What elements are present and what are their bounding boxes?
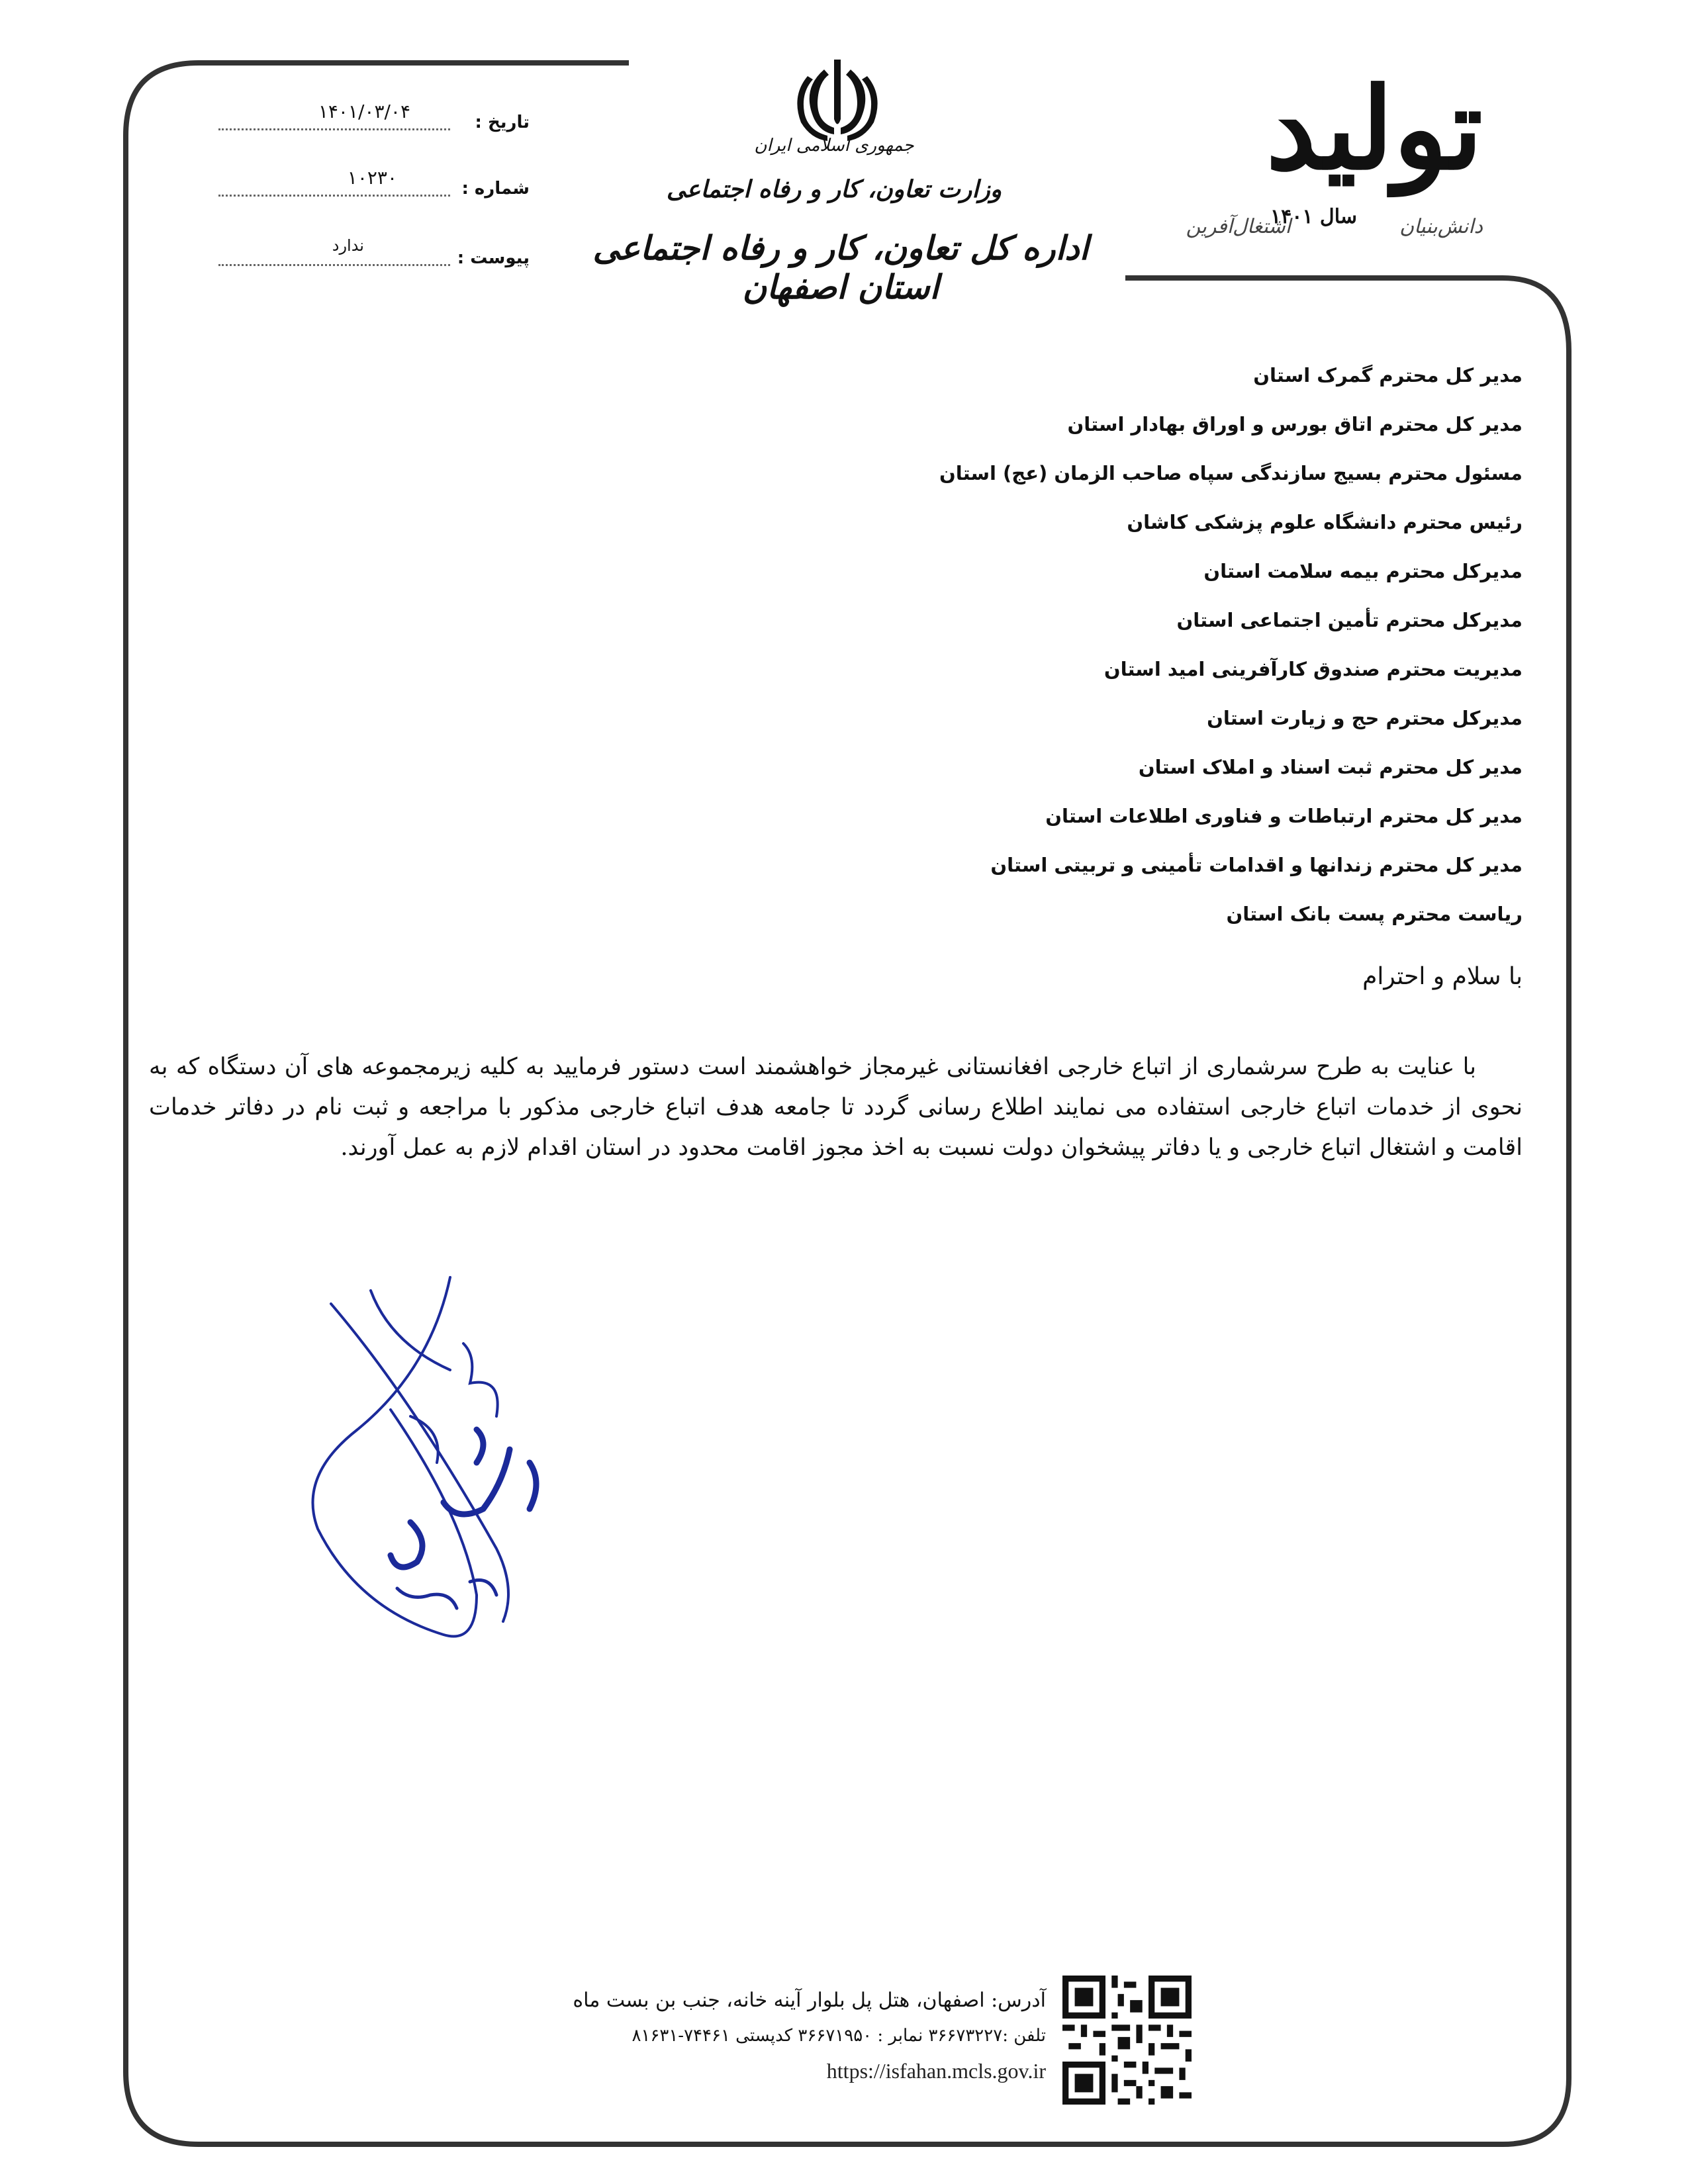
recipient: مدیر کل محترم ارتباطات و فناوری اطلاعات استان [1045,805,1523,827]
slogan-year: سال ۱۴۰۱ [1270,205,1357,228]
recipient: مدیر کل محترم گمرک استان [1253,364,1523,387]
recipient: مدیریت محترم صندوق کارآفرینی امید استان [1103,658,1523,680]
slogan-line1: دانش‌بنیان [1399,215,1483,238]
date-row [218,101,530,146]
recipient: مدیرکل محترم تأمین اجتماعی استان [1176,609,1523,631]
recipient: مدیرکل محترم حج و زیارت استان [1207,707,1523,729]
recipient: رئیس محترم دانشگاه علوم پزشکی کاشان [1127,511,1523,533]
republic-name: جمهوری اسلامی ایران [754,136,914,156]
greeting: با سلام و احترام [1362,963,1523,990]
recipient: مدیر کل محترم زندانها و اقدامات تأمینی و تربیتی استان [990,854,1523,876]
slogan-logo [1185,63,1489,258]
date-label: تاریخ : [475,113,530,132]
attachment-row [218,236,530,281]
ministry-name: وزارت تعاون، کار و رفاه اجتماعی [666,175,1002,203]
emblem-icon [788,56,887,146]
signature [278,1264,583,1648]
footer-address: آدرس: اصفهان، هتل پل بلوار آینه خانه، جنب بن بست ماه [573,1989,1046,2012]
footer [463,1982,1046,2089]
slogan-main: تولید [1266,63,1483,195]
attachment-label: پیوست : [457,248,530,268]
attachment-dots [218,264,450,266]
recipient: مدیر کل محترم اتاق بورس و اوراق بهادار استان [1067,413,1523,435]
recipient: ریاست محترم پست بانک استان [1226,903,1523,925]
date-value: ۱۴۰۱/۰۳/۰۴ [318,101,410,122]
qr-code-icon [1062,1976,1192,2105]
number-label: شماره : [461,179,530,199]
number-value: ۱۰۲۳۰ [347,167,397,189]
footer-phone: تلفن :۳۶۶۷۳۲۲۷ نمابر : ۳۶۶۷۱۹۵۰ کدپستی ۷۴۴۶۱-۸۱۶۳۱ [632,2026,1046,2046]
recipients-list [397,351,1523,938]
number-dots [218,195,450,197]
number-row [218,167,530,212]
footer-url[interactable]: https://isfahan.mcls.gov.ir [826,2059,1046,2083]
attachment-value: ندارد [332,236,364,255]
slogan-line2: اشتغال‌آفرین [1186,215,1291,238]
letter-body: با عنایت به طرح سرشماری از اتباع خارجی افغانستانی غیرمجاز خواهشمند است دستور فرمایید به کلیه زیرمجموعه های آن دستگاه که به نحوی از خدمات اتباع خارجی استفاده می نمایند اطلاع رسانی گردد تا جامعه هدف اتباع خارجی مذکور با مراجعه و ثبت نام در دفاتر خدمات اقامت و اشتغال اتباع خارجی و یا دفاتر پیشخوان دولت نسبت به اخذ مجوز اقامت محدود در استان اقدام لازم به عمل آورند. [149,1054,1523,1161]
office-name: اداره کل تعاون، کار و رفاه اجتماعی استان اصفهان [592,228,1089,306]
recipient: مدیرکل محترم بیمه سلامت استان [1203,560,1523,582]
recipient: مدیر کل محترم ثبت اسناد و املاک استان [1138,756,1523,778]
date-dots [218,128,450,130]
recipient: مسئول محترم بسیج سازندگی سپاه صاحب الزمان (عج) استان [939,462,1523,484]
